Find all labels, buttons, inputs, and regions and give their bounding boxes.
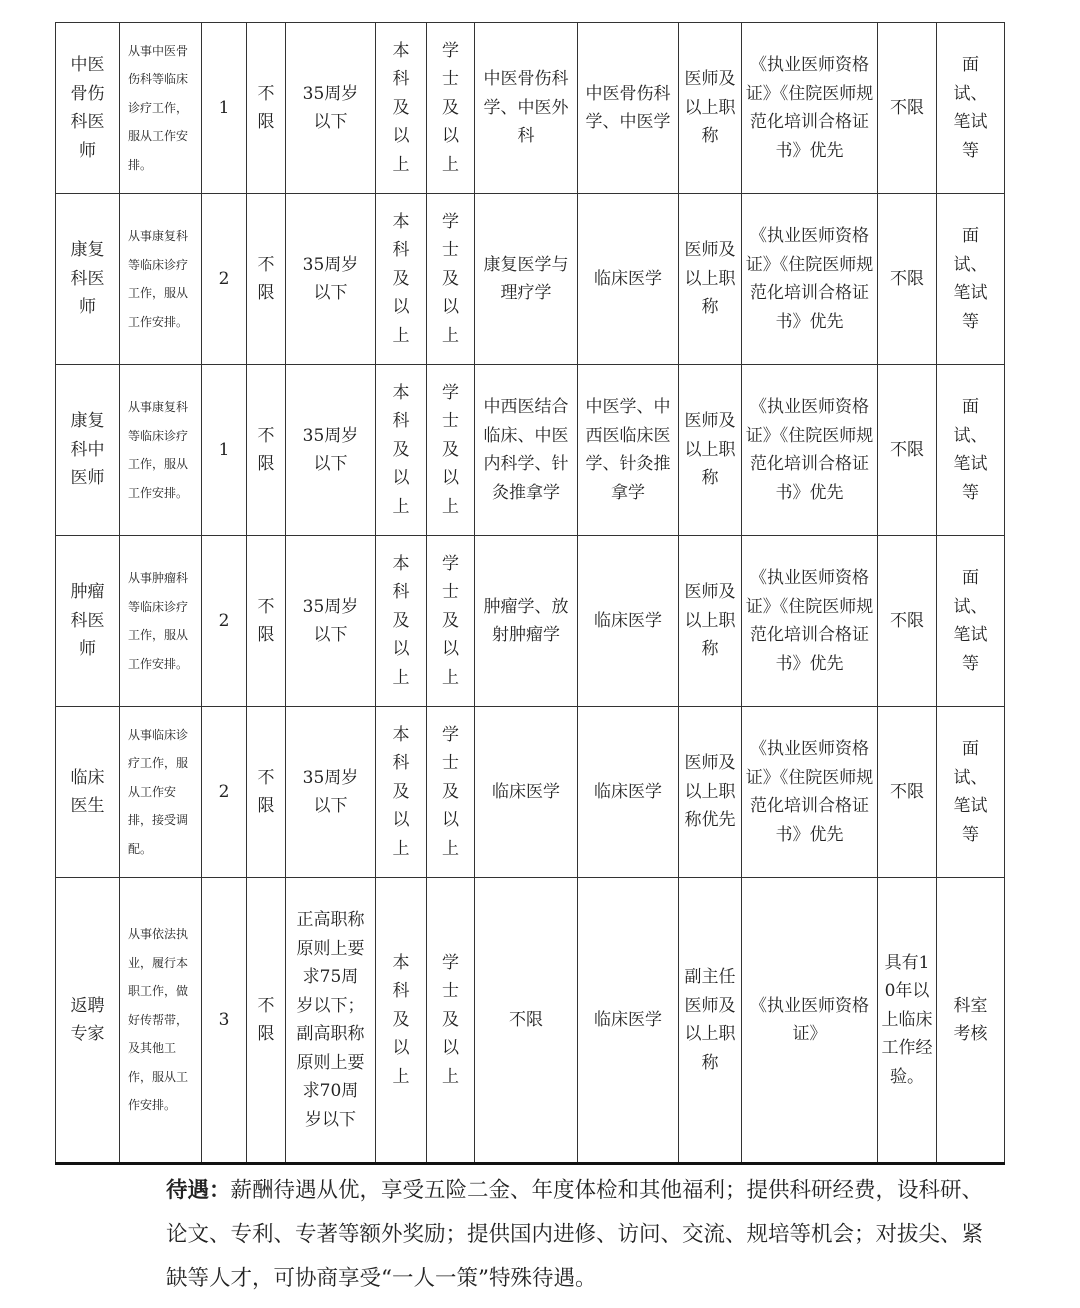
grad-major-cell: 中医骨伤科学、中医学 [578,23,679,194]
age-cell: 35周岁以下 [286,365,376,536]
duties-cell: 从事临床诊疗工作，服从工作安排，接受调配。 [120,707,202,878]
exam-cell: 面试、笔试等 [937,194,1005,365]
grad-major-cell: 临床医学 [578,194,679,365]
experience-cell: 不限 [878,194,937,365]
experience-cell: 具有10年以上临床工作经验。 [878,878,937,1164]
experience-cell: 不限 [878,707,937,878]
gender-cell: 不限 [247,536,286,707]
age-cell: 正高职称原则上要求75周岁以下；副高职称原则上要求70周岁以下 [286,878,376,1164]
undergrad-major-cell: 不限 [475,878,578,1164]
exam-cell: 面试、笔试等 [937,365,1005,536]
education-cell: 本科及以上 [376,23,427,194]
count-cell: 1 [202,365,247,536]
gender-cell: 不限 [247,194,286,365]
gender-cell: 不限 [247,365,286,536]
title-cell: 医师及以上职称 [679,536,742,707]
benefits-text: 薪酬待遇从优，享受五险二金、年度体检和其他福利；提供科研经费，设科研、论文、专利、专著等额外奖励；提供国内进修、访问、交流、规培等机会；对拔尖、紧缺等人才，可协商享受“一人一策”特殊待遇。 [166,1178,984,1291]
experience-cell: 不限 [878,365,937,536]
degree-cell: 学士及以上 [427,194,475,365]
degree-cell: 学士及以上 [427,365,475,536]
experience-cell: 不限 [878,23,937,194]
table-row [56,365,1005,536]
table-row [56,194,1005,365]
position-cell: 中医骨伤科医师 [56,23,120,194]
qualification-cell: 《执业医师资格证》《住院医师规范化培训合格证书》优先 [742,194,878,365]
exam-cell: 科室考核 [937,878,1005,1164]
duties-cell: 从事康复科等临床诊疗工作，服从工作安排。 [120,365,202,536]
grad-major-cell: 中医学、中西医临床医学、针灸推拿学 [578,365,679,536]
age-cell: 35周岁以下 [286,536,376,707]
position-cell: 临床医生 [56,707,120,878]
title-cell: 副主任医师及以上职称 [679,878,742,1164]
age-cell: 35周岁以下 [286,23,376,194]
exam-cell: 面试、笔试等 [937,707,1005,878]
duties-cell: 从事康复科等临床诊疗工作，服从工作安排。 [120,194,202,365]
title-cell: 医师及以上职称 [679,365,742,536]
age-cell: 35周岁以下 [286,194,376,365]
gender-cell: 不限 [247,707,286,878]
position-cell: 康复科医师 [56,194,120,365]
degree-cell: 学士及以上 [427,536,475,707]
qualification-cell: 《执业医师资格证》《住院医师规范化培训合格证书》优先 [742,23,878,194]
undergrad-major-cell: 中西医结合临床、中医内科学、针灸推拿学 [475,365,578,536]
qualification-cell: 《执业医师资格证》《住院医师规范化培训合格证书》优先 [742,707,878,878]
grad-major-cell: 临床医学 [578,536,679,707]
count-cell: 2 [202,536,247,707]
degree-cell: 学士及以上 [427,878,475,1164]
education-cell: 本科及以上 [376,365,427,536]
table-row [56,23,1005,194]
education-cell: 本科及以上 [376,878,427,1164]
grad-major-cell: 临床医学 [578,878,679,1164]
degree-cell: 学士及以上 [427,23,475,194]
title-cell: 医师及以上职称 [679,23,742,194]
education-cell: 本科及以上 [376,707,427,878]
experience-cell: 不限 [878,536,937,707]
undergrad-major-cell: 中医骨伤科学、中医外科 [475,23,578,194]
recruitment-table [55,22,1005,1165]
undergrad-major-cell: 肿瘤学、放射肿瘤学 [475,536,578,707]
duties-cell: 从事依法执业，履行本职工作，做好传帮带，及其他工作，服从工作安排。 [120,878,202,1164]
count-cell: 2 [202,707,247,878]
table-row [56,536,1005,707]
education-cell: 本科及以上 [376,194,427,365]
gender-cell: 不限 [247,878,286,1164]
qualification-cell: 《执业医师资格证》 [742,878,878,1164]
position-cell: 康复科中医师 [56,365,120,536]
grad-major-cell: 临床医学 [578,707,679,878]
education-cell: 本科及以上 [376,536,427,707]
exam-cell: 面试、笔试等 [937,23,1005,194]
undergrad-major-cell: 康复医学与理疗学 [475,194,578,365]
qualification-cell: 《执业医师资格证》《住院医师规范化培训合格证书》优先 [742,536,878,707]
table-row [56,707,1005,878]
count-cell: 1 [202,23,247,194]
table-row [56,878,1005,1164]
duties-cell: 从事中医骨伤科等临床诊疗工作，服从工作安排。 [120,23,202,194]
degree-cell: 学士及以上 [427,707,475,878]
duties-cell: 从事肿瘤科等临床诊疗工作，服从工作安排。 [120,536,202,707]
gender-cell: 不限 [247,23,286,194]
exam-cell: 面试、笔试等 [937,536,1005,707]
age-cell: 35周岁以下 [286,707,376,878]
benefits-label: 待遇： [166,1178,231,1203]
position-cell: 返聘专家 [56,878,120,1164]
undergrad-major-cell: 临床医学 [475,707,578,878]
count-cell: 3 [202,878,247,1164]
title-cell: 医师及以上职称优先 [679,707,742,878]
title-cell: 医师及以上职称 [679,194,742,365]
benefits-paragraph [166,1169,996,1301]
count-cell: 2 [202,194,247,365]
qualification-cell: 《执业医师资格证》《住院医师规范化培训合格证书》优先 [742,365,878,536]
position-cell: 肿瘤科医师 [56,536,120,707]
